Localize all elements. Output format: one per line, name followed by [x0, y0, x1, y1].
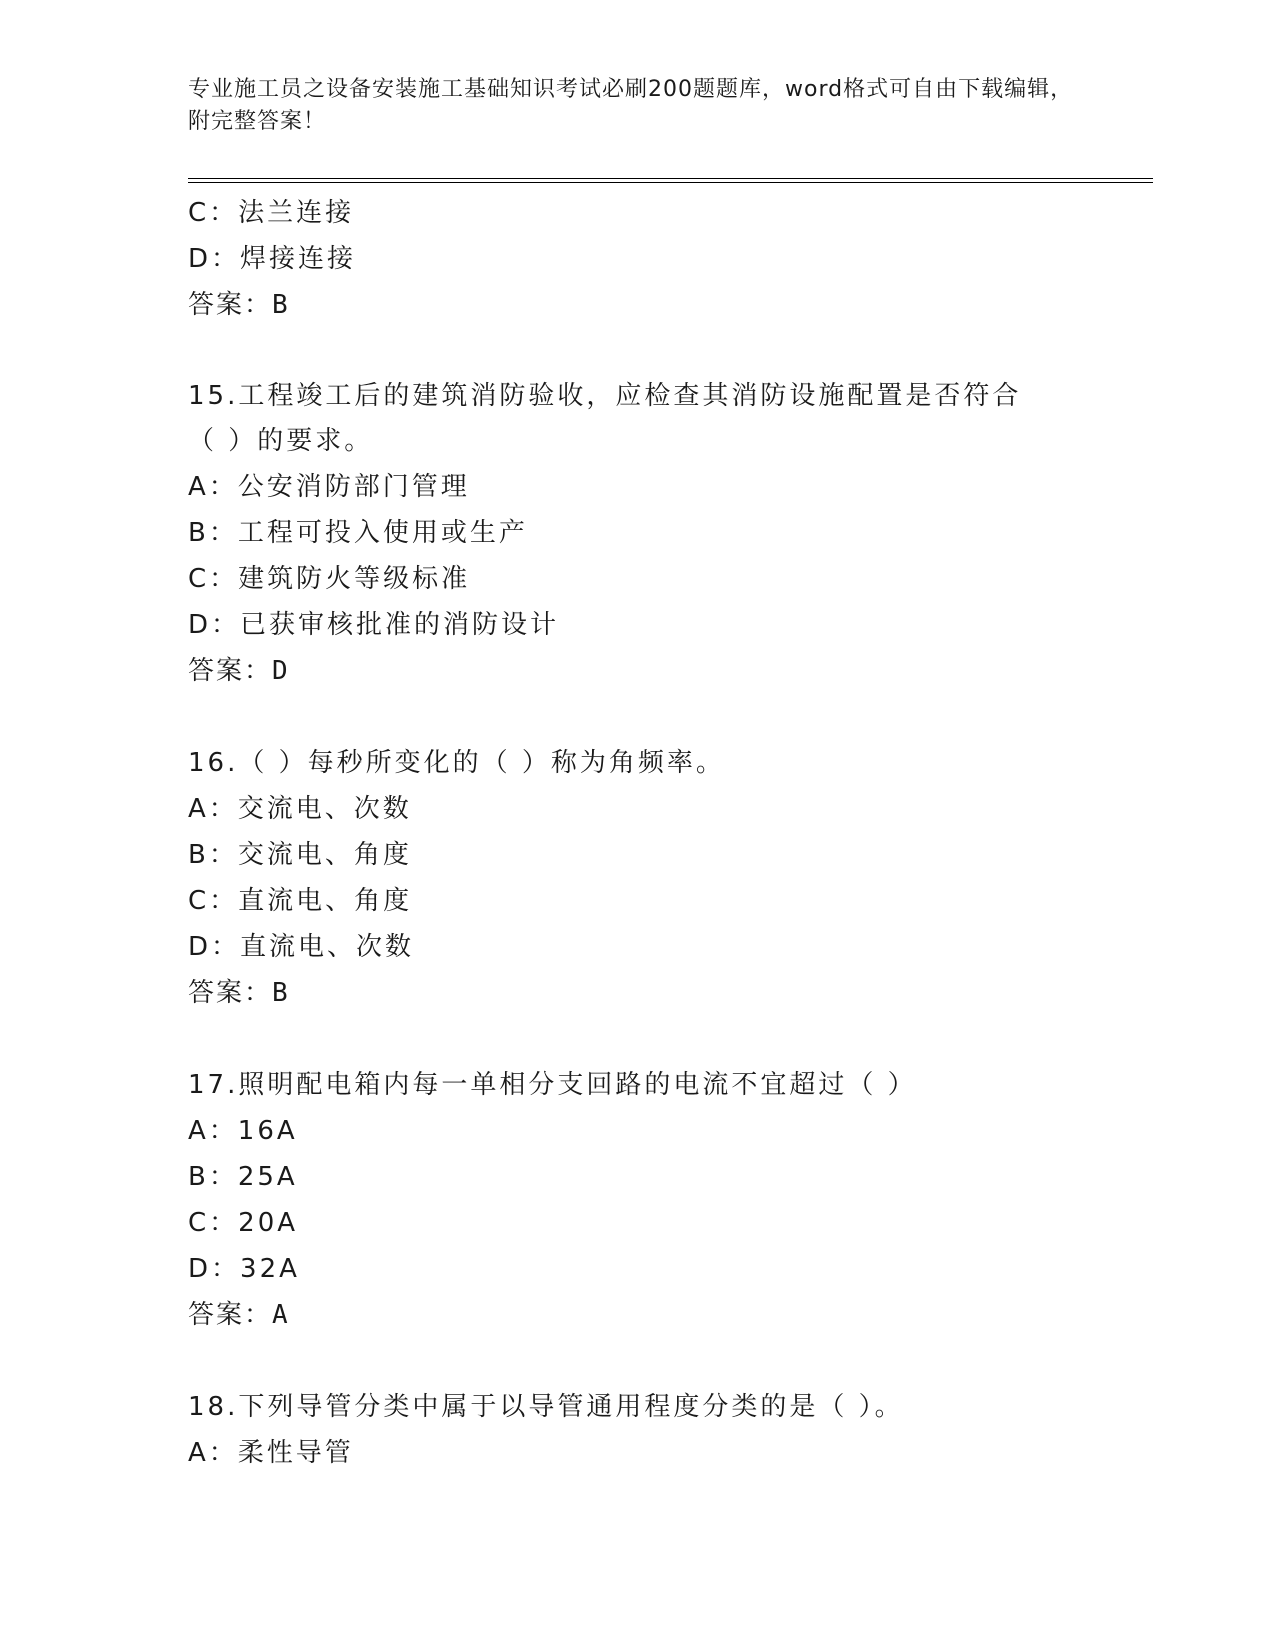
question-15: [188, 374, 1068, 694]
option-line: [188, 190, 1068, 236]
option-line: [188, 1246, 1068, 1292]
option-key: D：: [188, 610, 241, 640]
option-line: [188, 1108, 1068, 1154]
answer-label: 答案：: [188, 1300, 273, 1330]
option-key: A：: [188, 1438, 238, 1468]
option-text: 直流电、次数: [240, 932, 415, 962]
option-text: 32A: [240, 1254, 300, 1284]
option-text: 工程可投入使用或生产: [237, 518, 528, 548]
answer-label: 答案：: [188, 978, 273, 1008]
answer-value: A: [272, 1300, 288, 1330]
option-key: A：: [188, 472, 238, 502]
option-key: B：: [188, 840, 238, 870]
option-key: D：: [188, 1254, 241, 1284]
option-text: 16A: [237, 1116, 298, 1146]
option-text: 20A: [238, 1208, 299, 1238]
option-key: C：: [188, 1208, 239, 1238]
question-content: [188, 190, 1068, 1476]
option-line: [188, 510, 1068, 556]
question-16: [188, 740, 1068, 1016]
answer-line: [188, 1292, 1068, 1338]
option-text: 柔性导管: [237, 1438, 354, 1468]
option-key: C：: [188, 564, 239, 594]
option-line: [188, 924, 1068, 970]
spacer: [188, 1338, 1068, 1384]
option-text: 已获审核批准的消防设计: [240, 610, 560, 640]
option-line: [188, 786, 1068, 832]
option-key: A：: [188, 1116, 238, 1146]
answer-value: B: [272, 290, 288, 320]
answer-line: [188, 648, 1068, 694]
option-text: 25A: [237, 1162, 298, 1192]
option-text: 法兰连接: [238, 198, 355, 228]
answer-line: [188, 970, 1068, 1016]
answer-value: D: [272, 656, 288, 686]
spacer: [188, 694, 1068, 740]
option-line: [188, 1154, 1068, 1200]
option-line: [188, 556, 1068, 602]
answer-label: 答案：: [188, 290, 273, 320]
option-key: B：: [188, 1162, 238, 1192]
document-header: [188, 74, 1088, 138]
answer-value: B: [272, 978, 288, 1008]
answer-label: 答案：: [188, 656, 273, 686]
header-title: 专业施工员之设备安装施工基础知识考试必刷200题题库，word格式可自由下载编辑，附完整答案！: [188, 77, 1074, 134]
option-key: D：: [188, 244, 241, 274]
option-line: [188, 1200, 1068, 1246]
question-stem: 18.下列导管分类中属于以导管通用程度分类的是（ ）。: [188, 1392, 904, 1422]
previous-question-tail: [188, 190, 1068, 328]
option-key: C：: [188, 198, 239, 228]
option-text: 建筑防火等级标准: [238, 564, 471, 594]
header-divider-top: [188, 178, 1153, 179]
option-key: B：: [188, 518, 238, 548]
option-key: A：: [188, 794, 238, 824]
spacer: [188, 1016, 1068, 1062]
option-line: [188, 602, 1068, 648]
question-stem: 15.工程竣工后的建筑消防验收，应检查其消防设施配置是否符合（ ）的要求。: [188, 381, 1022, 456]
option-text: 交流电、次数: [237, 794, 412, 824]
option-line: [188, 1430, 1068, 1476]
answer-line: [188, 282, 1068, 328]
option-line: [188, 464, 1068, 510]
question-stem: 17.照明配电箱内每一单相分支回路的电流不宜超过（ ）: [188, 1070, 917, 1100]
option-line: [188, 832, 1068, 878]
spacer: [188, 328, 1068, 374]
question-stem: 16.（ ）每秒所变化的（ ）称为角频率。: [188, 748, 725, 778]
option-text: 焊接连接: [240, 244, 357, 274]
option-text: 公安消防部门管理: [237, 472, 470, 502]
option-key: D：: [188, 932, 241, 962]
question-17: [188, 1062, 1068, 1338]
option-line: [188, 236, 1068, 282]
option-text: 交流电、角度: [237, 840, 412, 870]
option-key: C：: [188, 886, 239, 916]
header-divider-bottom: [188, 182, 1153, 183]
question-18: [188, 1384, 1068, 1476]
option-text: 直流电、角度: [238, 886, 413, 916]
option-line: [188, 878, 1068, 924]
